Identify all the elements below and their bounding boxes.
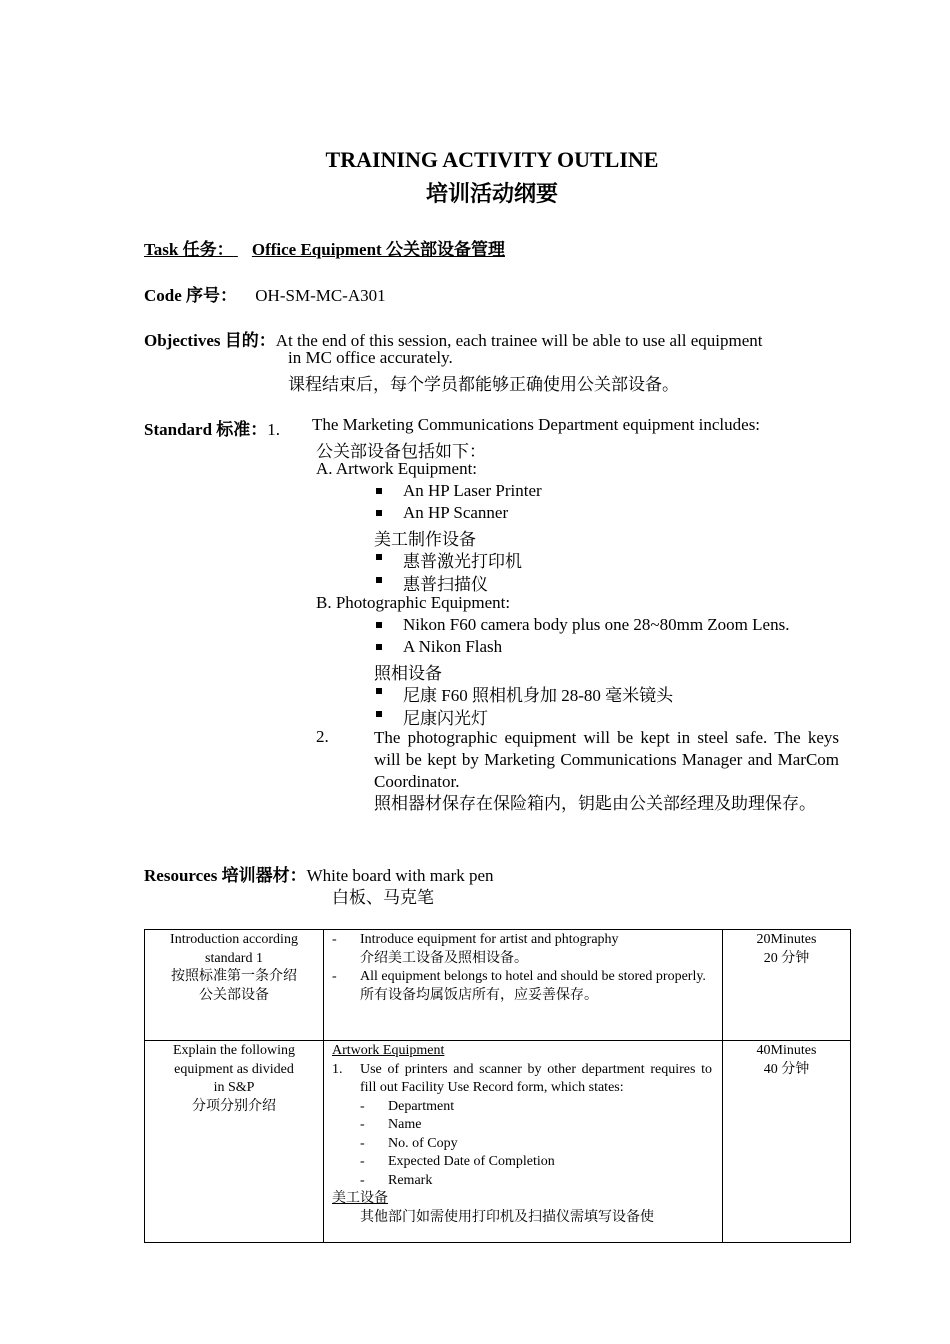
list-item-text: All equipment belongs to hotel and should be stored properly. [360, 969, 706, 984]
list-item-text: Use of printers and scanner by other department requires to fill out Facility Use Record form, which states: [360, 1061, 712, 1095]
row2-topic-line: 分项分别介绍 [192, 1098, 276, 1114]
number-marker: 1. [332, 1061, 343, 1077]
row2-topic-line: equipment as divided [174, 1061, 294, 1077]
group-b-item-1: Nikon F60 camera body plus one 28~80mm Zoom Lens. [403, 615, 790, 634]
sub-list-item [332, 1098, 712, 1117]
group-b-zh: 照相设备 [374, 664, 442, 683]
standard-item1-zh: 公关部设备包括如下： [316, 442, 486, 461]
standard-item2-num: 2. [316, 727, 329, 746]
sub-list-item-text: Name [388, 1117, 422, 1132]
row1-topic-line: standard 1 [205, 950, 263, 966]
standard-item1-num: 1. [267, 420, 281, 439]
row2-zh-text: 其他部门如需使用打印机及扫描仪需填写设备使 [360, 1209, 654, 1225]
group-a-item-2: An HP Scanner [403, 503, 509, 522]
objectives-text-2: in MC office accurately. [288, 348, 453, 367]
bullet-icon [376, 510, 382, 516]
dash-marker: - [360, 1172, 365, 1188]
dash-marker: - [332, 969, 337, 984]
row2-topic-line: Explain the following [172, 1043, 296, 1058]
group-a-item-1: An HP Laser Printer [403, 481, 542, 500]
objectives-text-1: At the end of this session, each trainee will be able to use all equipment [275, 331, 763, 350]
list-item [332, 968, 712, 1005]
resources-text-1: White board with mark pen [306, 866, 494, 885]
row1-topic-line: 公关部设备 [199, 987, 269, 1003]
row2-heading: Artwork Equipment [332, 1043, 445, 1058]
sub-list-item [332, 1172, 712, 1191]
row2-topic [145, 1041, 324, 1243]
dash-marker: - [360, 1098, 365, 1114]
sub-list-item-text: Remark [388, 1172, 433, 1188]
title-zh: 培训活动纲要 [425, 181, 558, 206]
group-a-zh: 美工制作设备 [374, 530, 476, 549]
standard-item2-text: The photographic equipment will be kept in steel safe. The keys will be kept by Marketing Communications Manager and MarCom Coordinator. [374, 728, 839, 791]
bullet-icon [376, 554, 382, 560]
row1-topic-line: 按照标准第一条介绍 [171, 969, 297, 984]
dash-marker: - [332, 932, 337, 947]
standard-item2-zh: 照相器材保存在保险箱内，钥匙由公关部经理及助理保存。 [374, 794, 816, 813]
row2-duration [723, 1041, 851, 1243]
row1-duration [723, 930, 851, 1041]
list-item-text: Introduce equipment for artist and phtography [360, 932, 619, 947]
group-b-zh-item-1: 尼康 F60 照相机身加 28-80 毫米镜头 [403, 686, 674, 705]
row2-heading-zh: 美工设备 [332, 1191, 388, 1206]
objectives-label: Objectives 目的： [144, 331, 276, 350]
bullet-icon [376, 622, 382, 628]
bullet-icon [376, 488, 382, 494]
objectives-text-3: 课程结束后，每个学员都能够正确使用公关部设备。 [288, 375, 679, 394]
code-line [144, 281, 386, 306]
standard-item1-text: The Marketing Communications Department equipment includes: [312, 415, 761, 434]
list-item [332, 1061, 712, 1098]
duration-en: 20Minutes [756, 932, 817, 947]
duration-zh: 20 分钟 [763, 950, 810, 966]
task-line [144, 235, 505, 260]
resources-label: Resources 培训器材： [144, 866, 307, 885]
group-b-zh-item-2: 尼康闪光灯 [403, 709, 488, 728]
dash-marker: - [360, 1154, 365, 1169]
list-item-zh: 介绍美工设备及照相设备。 [360, 950, 528, 966]
duration-zh: 40 分钟 [763, 1061, 810, 1077]
sub-list-item-text: Expected Date of Completion [388, 1154, 555, 1169]
row2-topic-line: in S&P [213, 1080, 255, 1095]
standard-label: Standard 标准： [144, 420, 268, 439]
group-a-zh-item-2: 惠普扫描仪 [403, 575, 488, 594]
list-item-zh: 所有设备均属饭店所有，应妥善保存。 [360, 987, 598, 1003]
standard-group-a: A. Artwork Equipment: [316, 459, 478, 478]
duration-en: 40Minutes [756, 1043, 817, 1058]
list-item [332, 931, 712, 968]
group-a-zh-item-1: 惠普激光打印机 [403, 552, 522, 571]
resources-text-2: 白板、马克笔 [332, 888, 434, 907]
bullet-icon [376, 688, 382, 694]
task-value: Office Equipment 公关部设备管理 [251, 240, 505, 259]
bullet-icon [376, 711, 382, 717]
title-en: TRAINING ACTIVITY OUTLINE [325, 147, 659, 172]
row1-topic-line: Introduction according [170, 932, 298, 947]
group-b-item-2: A Nikon Flash [403, 637, 503, 656]
row1-content [324, 930, 723, 1041]
sub-list-item [332, 1135, 712, 1154]
dash-marker: - [360, 1135, 365, 1151]
bullet-icon [376, 577, 382, 583]
code-value: OH-SM-MC-A301 [255, 286, 386, 305]
code-label: Code 序号： [144, 286, 238, 305]
schedule-table [144, 929, 851, 1243]
sub-list-item [332, 1153, 712, 1172]
row2-content [324, 1041, 723, 1243]
bullet-icon [376, 644, 382, 650]
row1-topic [145, 930, 324, 1041]
task-label: Task 任务： [144, 240, 234, 259]
sub-list-item [332, 1116, 712, 1135]
table-row [145, 930, 851, 1041]
objectives-line1 [144, 326, 762, 351]
dash-marker: - [360, 1117, 365, 1132]
sub-list-item-text: Department [388, 1098, 455, 1114]
standard-line1 [144, 415, 280, 440]
resources-line1 [144, 861, 494, 886]
sub-list-item-text: No. of Copy [388, 1135, 458, 1151]
table-row [145, 1041, 851, 1243]
standard-group-b: B. Photographic Equipment: [316, 593, 511, 612]
